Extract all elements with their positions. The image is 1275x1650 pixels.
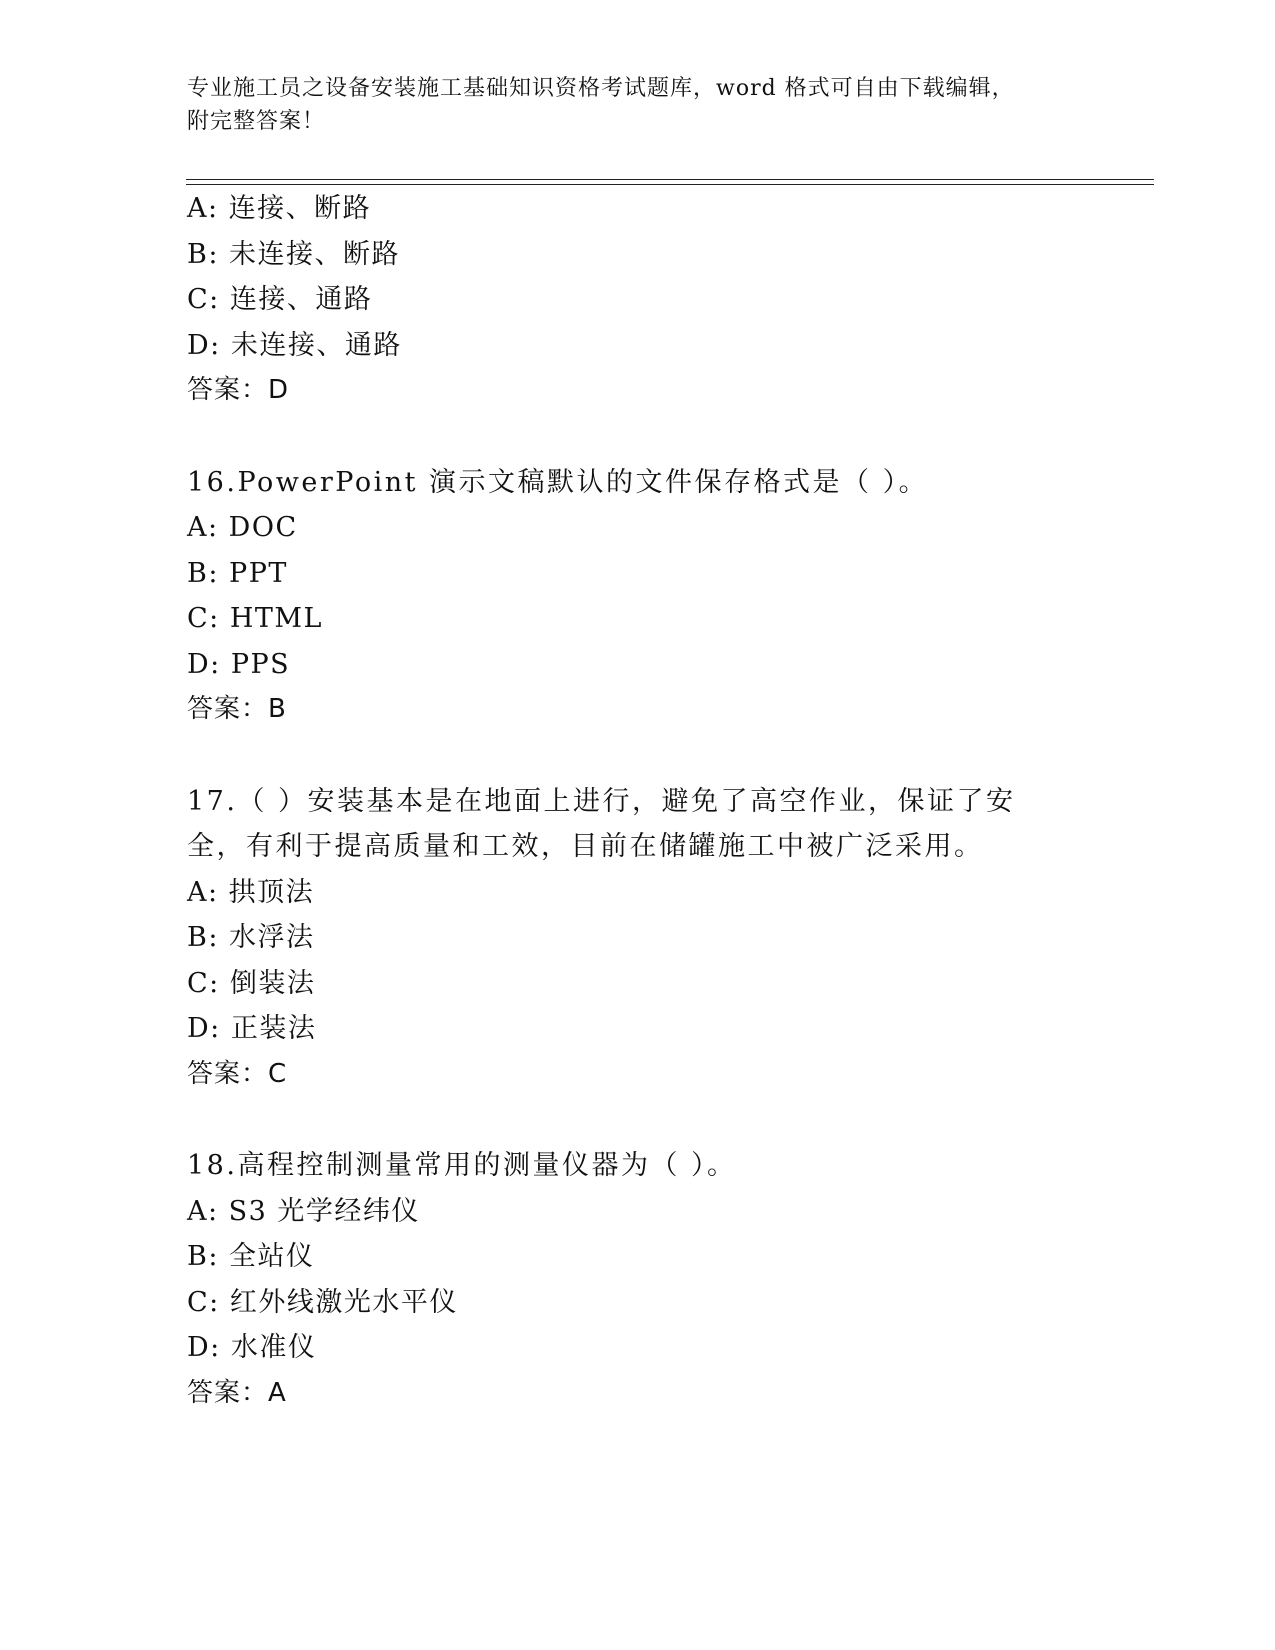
answer-line: 答案：B (187, 694, 287, 724)
option-a: A: DOC (187, 512, 298, 543)
option-b: B: PPT (187, 557, 288, 589)
option-c: C: 倒装法 (187, 967, 316, 999)
question-stem: 17.（ ）安装基本是在地面上进行，避免了高空作业，保证了安全，有利于提高质量和工效，目前在储罐施工中被广泛采用。 (187, 785, 1016, 862)
option-d: D: PPS (187, 648, 291, 680)
question-stem: 18.高程控制测量常用的测量仪器为（ ）。 (187, 1150, 737, 1181)
option-c: C: 连接、通路 (187, 284, 373, 315)
option-a: A: S3 光学经纬仪 (187, 1195, 420, 1227)
question-list (187, 186, 1087, 1416)
header-divider-top (186, 179, 1154, 180)
option-a: A: 连接、断路 (187, 193, 372, 224)
option-c: C: HTML (187, 603, 323, 634)
answer-line: 答案：A (187, 1377, 287, 1408)
question-block-18 (187, 1143, 1087, 1416)
option-a: A: 拱顶法 (187, 876, 315, 908)
header-title-line-2: 附完整答案！ (187, 109, 326, 134)
option-d: D: 水准仪 (187, 1332, 317, 1363)
option-d: D: 未连接、通路 (187, 329, 402, 361)
header-title-line-1: 专业施工员之设备安装施工基础知识资格考试题库，word 格式可自由下载编辑， (187, 76, 1015, 101)
option-b: B: 全站仪 (187, 1241, 315, 1272)
question-block-16 (187, 460, 1087, 733)
option-b: B: 未连接、断路 (187, 238, 401, 270)
header-divider-bottom (186, 184, 1154, 185)
question-block-17 (187, 779, 1087, 1098)
answer-line: 答案：D (187, 375, 290, 405)
question-stem: 16.PowerPoint 演示文稿默认的文件保存格式是（ ）。 (187, 466, 929, 498)
option-c: C: 红外线激光水平仪 (187, 1286, 458, 1318)
document-header (187, 72, 1067, 138)
option-b: B: 水浮法 (187, 922, 315, 953)
option-d: D: 正装法 (187, 1013, 317, 1044)
question-block-15 (187, 186, 1087, 414)
answer-line: 答案：C (187, 1058, 288, 1089)
